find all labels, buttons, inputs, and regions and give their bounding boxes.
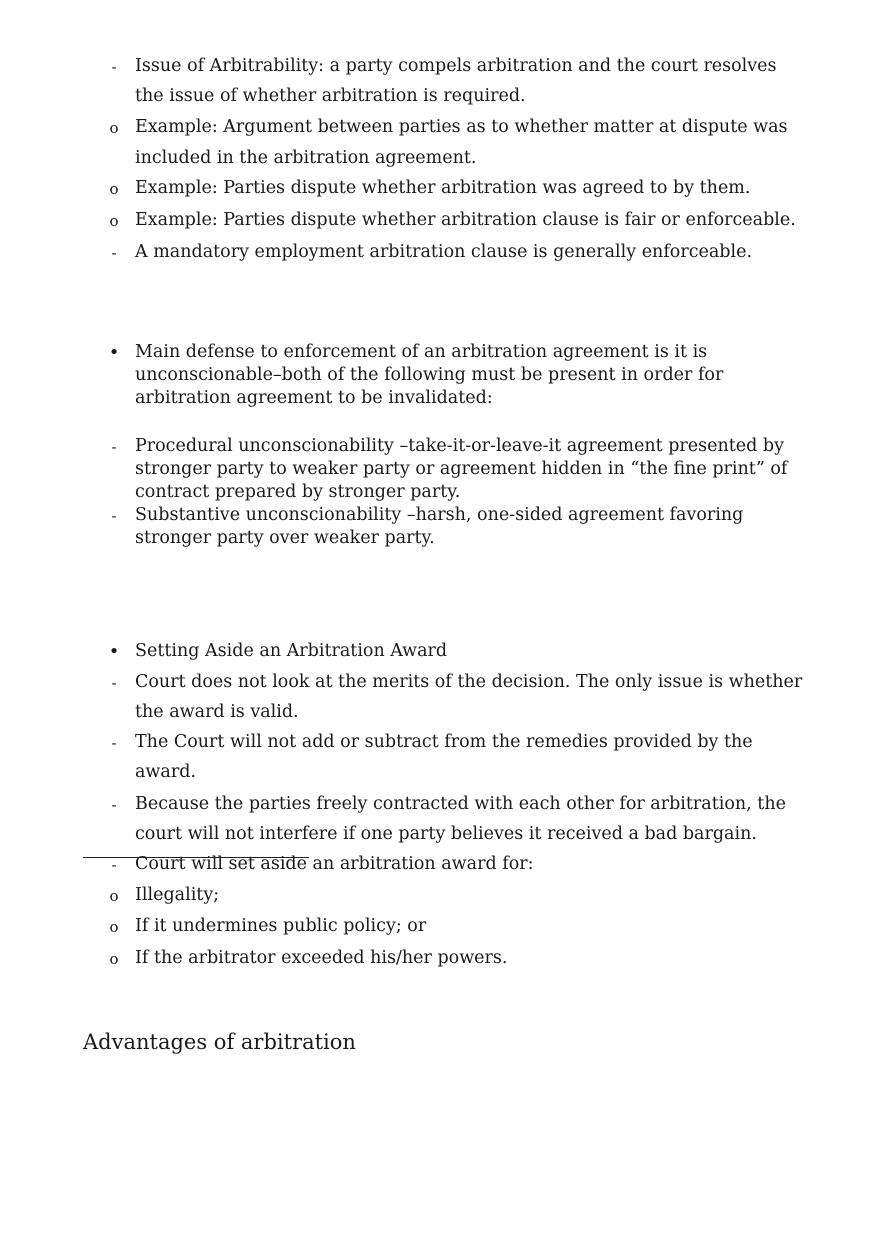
procedural-line-1: Procedural unconscionability –take-it-or-leave-it agreement presented by	[135, 436, 784, 456]
bullet-marker: •	[108, 342, 120, 363]
dash-marker: -	[111, 507, 117, 525]
bullet-marker: •	[108, 641, 120, 662]
dash-marker: -	[111, 856, 117, 874]
arbitrability-line-1: Issue of Arbitrability: a party compels arbitration and the court resolves	[135, 56, 777, 76]
circle-marker: o	[109, 119, 119, 137]
set-aside-for-line: Court will set aside an arbitration award for:	[135, 854, 534, 874]
circle-marker: o	[109, 918, 119, 936]
example-fair-line: Example: Parties dispute whether arbitration clause is fair or enforceable.	[135, 210, 796, 230]
dash-marker: -	[111, 58, 117, 76]
procedural-line-2: stronger party to weaker party or agreement hidden in “the fine print” of	[135, 459, 788, 479]
dash-marker: -	[111, 734, 117, 752]
public-policy-line: If it undermines public policy; or	[135, 916, 427, 936]
example-agreed-line: Example: Parties dispute whether arbitration was agreed to by them.	[135, 178, 751, 198]
mandatory-clause-line: A mandatory employment arbitration clause is generally enforceable.	[135, 242, 753, 262]
circle-marker: o	[109, 212, 119, 230]
remedies-line-1: The Court will not add or subtract from the remedies provided by the	[135, 732, 753, 752]
merits-line-2: the award is valid.	[135, 702, 299, 722]
example-scope-line-1: Example: Argument between parties as to whether matter at dispute was	[135, 117, 788, 137]
substantive-line-2: stronger party over weaker party.	[135, 528, 435, 548]
dash-marker: -	[111, 796, 117, 814]
dash-marker: -	[111, 674, 117, 692]
merits-line-1: Court does not look at the merits of the decision. The only issue is whether	[135, 672, 803, 692]
main-defense-line-1: Main defense to enforcement of an arbitration agreement is it is	[135, 342, 708, 362]
bargain-line-1: Because the parties freely contracted with each other for arbitration, the	[135, 794, 786, 814]
remedies-line-2: award.	[135, 762, 196, 782]
circle-marker: o	[109, 180, 119, 198]
procedural-line-3: contract prepared by stronger party.	[135, 482, 461, 502]
arbitrability-line-2: the issue of whether arbitration is required.	[135, 86, 526, 106]
circle-marker: o	[109, 950, 119, 968]
main-defense-line-2: unconscionable–both of the following must be present in order for	[135, 365, 724, 385]
illegality-line: Illegality;	[135, 885, 220, 905]
substantive-line-1: Substantive unconscionability –harsh, one-sided agreement favoring	[135, 505, 744, 525]
example-scope-line-2: included in the arbitration agreement.	[135, 148, 477, 168]
setting-aside-title: Setting Aside an Arbitration Award	[135, 641, 448, 661]
dash-marker: -	[111, 438, 117, 456]
advantages-heading: Advantages of arbitration	[83, 1030, 356, 1054]
exceeded-powers-line: If the arbitrator exceeded his/her powers.	[135, 948, 508, 968]
bargain-line-2: court will not interfere if one party believes it received a bad bargain.	[135, 824, 757, 844]
circle-marker: o	[109, 887, 119, 905]
main-defense-line-3: arbitration agreement to be invalidated:	[135, 388, 493, 408]
dash-marker: -	[111, 244, 117, 262]
